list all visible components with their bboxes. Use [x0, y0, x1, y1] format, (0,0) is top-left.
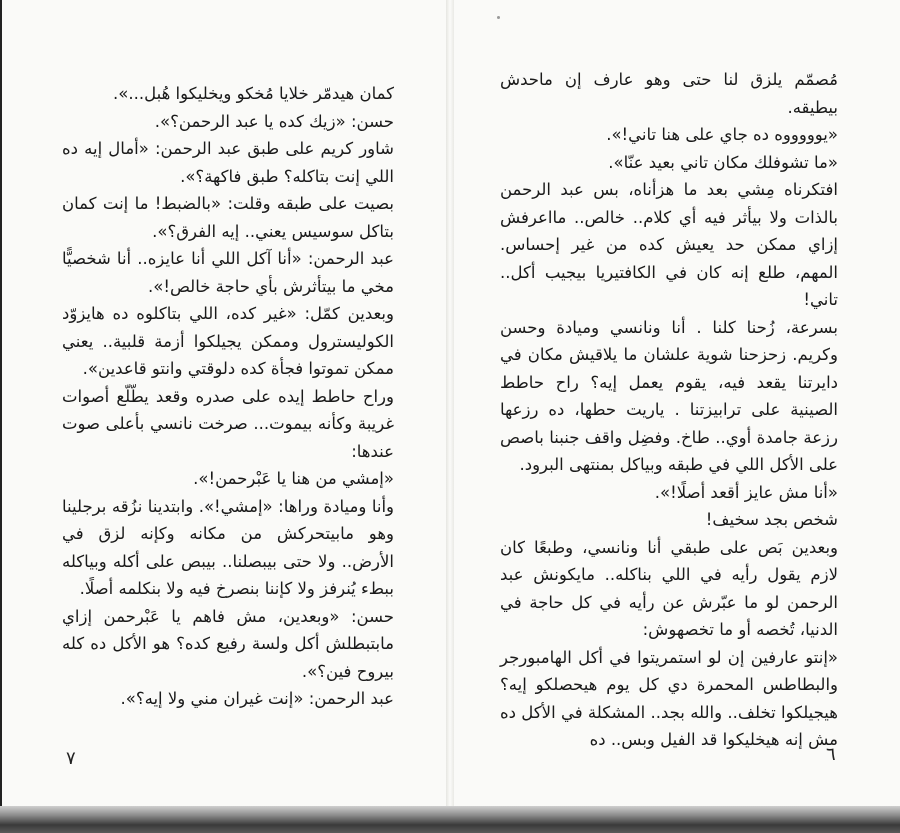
paragraph: وبعدين كمّل: «غير كده، اللي بتاكلوه ده هايزوّد الكوليسترول وممكن يجيلكوا أزمة قلبية.. يعني ممكن تموتوا فجأة كده دلوقتي وانتو قاعدين».	[62, 304, 394, 378]
paragraph: حسن: «زيك كده يا عبد الرحمن؟».	[154, 111, 394, 131]
paragraph: افتكرناه مِشي بعد ما هزأناه، بس عبد الرحمن بالذات ولا بيأثر فيه أي كلام.. خالص.. مااعرفش إزاي ممكن حد يعيش كده من غير إحساس. المهم، طلع إنه كان في الكافتيريا بيجيب أكل.. تاني!	[500, 180, 838, 309]
paragraph: شخص بجد سخيف!	[705, 510, 838, 529]
right-page-text	[500, 66, 838, 754]
paragraph: وأنا وميادة وراها: «إمشي!». وابتدينا نزُقه برجلينا وهو مابيتحركش من مكانه وكإنه لزق في الأرض.. ولا حتى بيبصلنا.. بيبص على أكله وبياكله ببطء يُنرفز ولا كإننا بنصرخ فيه ولا بنكلمه أصلًا.	[62, 496, 394, 598]
paragraph: وبعدين بَص على طبقي أنا ونانسي، وطبعًا كان لازم يقول رأيه في اللي بناكله.. مايكونش عبد الرحمن لو ما عبّرش عن رأيه في كل حاجة في الدنيا، تُخصه أو ما تخصهوش:	[500, 537, 838, 639]
paragraph: «ما تشوفلك مكان تاني بعيد عنّا».	[608, 152, 838, 172]
paragraph: «إمشي من هنا يا عَبْرحمن!».	[193, 469, 394, 488]
paper-speck	[497, 16, 500, 19]
paragraph: حسن: «وبعدين، مش فاهم يا عَبْرحمن إزاي مابتبطلش أكل ولسة رفيع كده؟ هو الأكل ده كله بيروح فين؟».	[62, 606, 394, 681]
paragraph: بسرعة، زُحنا كلنا . أنا ونانسي وميادة وحسن وكريم. زحزحنا شوية علشان ما يلاقيش مكان في دايرتنا يقعد فيه، يقوم يعمل إيه؟ راح حاطط الصينية على ترابيزتنا . ياريت حطها، ده رزعها رزعة جامدة أوي.. طاخ. وفضِل واقف جنبنا باصص على الأكل اللي في طبقه وبياكل بمنتهى البرود.	[500, 317, 838, 474]
paragraph: «يوووووه ده جاي على هنا تاني!».	[606, 125, 838, 144]
paragraph: بصيت على طبقه وقلت: «بالضبط! ما إنت كمان بتاكل سوسيس يعني.. إيه الفرق؟».	[62, 194, 394, 241]
paragraph: مُصمّم يلزق لنا حتى وهو عارف إن ماحدش بيطيقه.	[500, 70, 838, 117]
page-number-right: ٦	[826, 744, 836, 765]
paragraph: «أنا مش عايز أقعد أصلًا!».	[654, 482, 838, 502]
page-number-left: ٧	[66, 748, 76, 769]
paragraph: «إنتو عارفين إن لو استمريتوا في أكل الهامبورجر والبطاطس المحمرة دي كل يوم هيحصلكو إيه؟ هيجيلكوا تخلف.. والله بجد.. المشكلة في الأكل ده مش إنه هيخليكوا قد الفيل وبس.. ده	[500, 647, 838, 749]
book-gutter	[446, 0, 454, 812]
paragraph: وراح حاطط إيده على صدره وقعد يطّلّع أصوات غريبة وكأنه بيموت... صرخت نانسي بأعلى صوت عندها:	[62, 386, 394, 461]
scanner-bottom-edge	[0, 806, 900, 833]
paragraph: عبد الرحمن: «أنا آكل اللي أنا عايزه.. أنا شخصيًّا مخي ما بيتأثرش بأي حاجة خالص!».	[62, 249, 394, 296]
paragraph: شاور كريم على طبق عبد الرحمن: «أمال إيه ده اللي إنت بتاكله؟ طبق فاكهة؟».	[62, 139, 394, 186]
left-page-text	[62, 80, 394, 713]
paragraph: عبد الرحمن: «إنت غيران مني ولا إيه؟».	[120, 689, 394, 708]
paragraph: كمان هيدمّر خلايا مُخكو ويخليكوا هُبل...».	[113, 84, 394, 103]
